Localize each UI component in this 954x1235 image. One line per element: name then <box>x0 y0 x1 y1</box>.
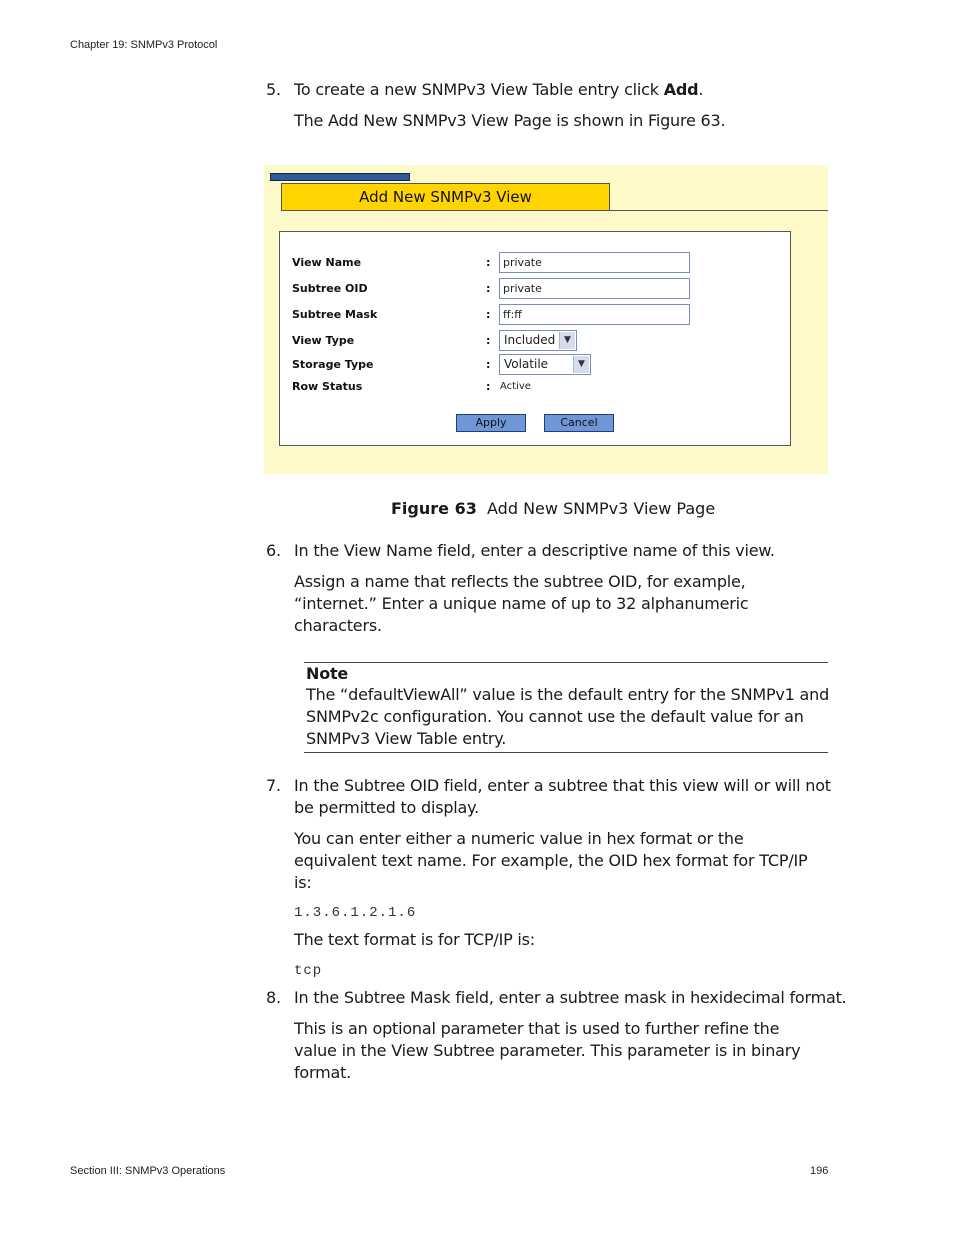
step-5-text-end: . <box>698 80 704 99</box>
subtree-mask-input[interactable]: ff:ff <box>499 304 690 325</box>
figure-title: Add New SNMPv3 View Page <box>487 499 716 518</box>
running-header: Chapter 19: SNMPv3 Protocol <box>70 39 218 51</box>
subtree-oid-label: Subtree OID <box>292 282 368 295</box>
step-5-text-start: To create a new SNMPv3 View Table entry click <box>294 80 664 99</box>
step-8-paragraph-line: format. <box>294 1063 352 1082</box>
storage-type-select[interactable] <box>499 354 591 375</box>
step-6-paragraph-line: “internet.” Enter a unique name of up to 32 alphanumeric <box>294 594 749 613</box>
field-colon: : <box>486 380 491 393</box>
chevron-down-icon[interactable]: ▼ <box>559 332 575 349</box>
step-7-paragraph-line: is: <box>294 873 312 892</box>
code-text: tcp <box>294 963 323 979</box>
step-number: 7. <box>266 776 281 795</box>
step-number: 8. <box>266 988 281 1007</box>
view-type-value: Included <box>504 333 556 347</box>
step-8-paragraph-line: This is an optional parameter that is used to further refine the <box>294 1019 780 1038</box>
step-7-text-line: be permitted to display. <box>294 798 480 817</box>
note-line: The “defaultViewAll” value is the default entry for the SNMPv1 and <box>306 685 830 704</box>
code-oid: 1.3.6.1.2.1.6 <box>294 905 417 921</box>
step-5-paragraph: The Add New SNMPv3 View Page is shown in Figure 63. <box>294 111 726 130</box>
field-colon: : <box>486 282 491 295</box>
row-status-label: Row Status <box>292 380 363 393</box>
page-number: 196 <box>810 1165 829 1177</box>
step-7-text-line: In the Subtree OID field, enter a subtree that this view will or will not <box>294 776 831 795</box>
row-status-value: Active <box>500 381 531 392</box>
note-line: SNMPv2c configuration. You cannot use the default value for an <box>306 707 804 726</box>
running-footer: Section III: SNMPv3 Operations <box>70 1165 226 1177</box>
step-number: 5. <box>266 80 281 99</box>
figure-caption <box>391 499 715 518</box>
step-number: 6. <box>266 541 281 560</box>
step-8-paragraph-line: value in the View Subtree parameter. This parameter is in binary <box>294 1041 801 1060</box>
note-line: SNMPv3 View Table entry. <box>306 729 507 748</box>
add-keyword: Add <box>663 80 699 99</box>
view-name-label: View Name <box>292 256 362 269</box>
step-7-paragraph-2: The text format is for TCP/IP is: <box>294 930 536 949</box>
note-title: Note <box>306 664 349 683</box>
step-8-text: In the Subtree Mask field, enter a subtree mask in hexidecimal format. <box>294 988 847 1007</box>
figure-number: Figure 63 <box>391 499 477 518</box>
field-colon: : <box>486 256 491 269</box>
page-tab-title: Add New SNMPv3 View <box>281 183 610 211</box>
step-7-paragraph-line: You can enter either a numeric value in hex format or the <box>294 829 744 848</box>
step-5-text <box>294 79 703 101</box>
note-bottom-rule <box>304 752 828 753</box>
chevron-down-icon[interactable]: ▼ <box>573 356 589 373</box>
view-name-input[interactable]: private <box>499 252 690 273</box>
storage-type-value: Volatile <box>504 357 549 371</box>
step-7-paragraph-line: equivalent text name. For example, the OID hex format for TCP/IP <box>294 851 808 870</box>
field-colon: : <box>486 358 491 371</box>
apply-button[interactable]: Apply <box>456 414 526 432</box>
storage-type-label: Storage Type <box>292 358 374 371</box>
step-6-text: In the View Name field, enter a descriptive name of this view. <box>294 541 775 560</box>
field-colon: : <box>486 334 491 347</box>
tab-divider <box>610 210 828 211</box>
field-colon: : <box>486 308 491 321</box>
tab-stub <box>270 173 410 181</box>
step-6-paragraph-line: characters. <box>294 616 382 635</box>
view-type-label: View Type <box>292 334 355 347</box>
cancel-button[interactable]: Cancel <box>544 414 614 432</box>
step-6-paragraph-line: Assign a name that reflects the subtree OID, for example, <box>294 572 746 591</box>
note-top-rule <box>304 662 828 663</box>
subtree-oid-input[interactable]: private <box>499 278 690 299</box>
subtree-mask-label: Subtree Mask <box>292 308 378 321</box>
view-type-select[interactable] <box>499 330 577 351</box>
